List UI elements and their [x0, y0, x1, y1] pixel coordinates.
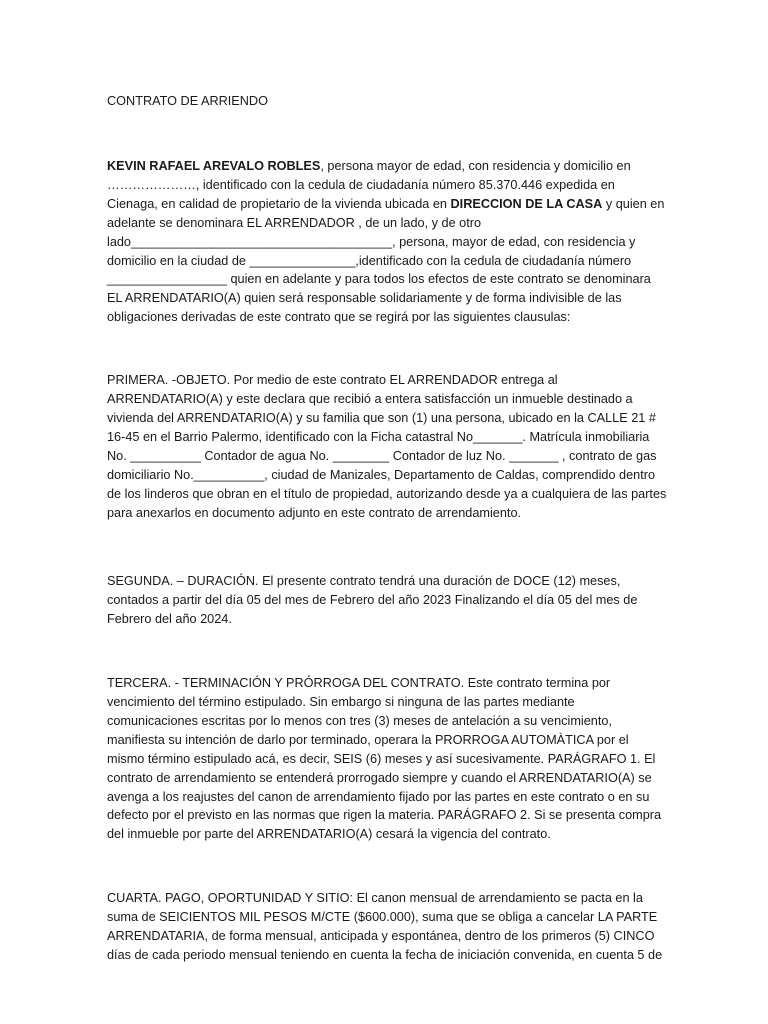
address-placeholder: DIRECCION DE LA CASA — [450, 196, 603, 211]
intro-text-1: , persona mayor de edad, con residencia y domicilio en …………………, identificado con la cedula de ciudadanía número 85.370.446 expedida en Cienaga, en calidad de propietario de la vivienda ubicada en — [107, 159, 631, 211]
landlord-name: KEVIN RAFAEL AREVALO ROBLES — [107, 159, 321, 173]
intro-text-2: y quien en adelante se denominara EL ARRENDADOR , de un lado, y de otro lado_____________________________________, persona, mayor de edad, con residencia y domicilio en la ciudad de _______________,identificado con la cedula de ciudadanía número _________________ quien en adelante y para todos los efectos de este contrato se denominara EL ARRENDATARIO(A) quien será responsable solidariamente y de forma indivisible de las obligaciones derivadas de este contrato que se regirá por las siguientes clausulas: — [107, 196, 665, 325]
clause-cuarta: CUARTA. PAGO, OPORTUNIDAD Y SITIO: El canon mensual de arrendamiento se pacta en la suma de SEICIENTOS MIL PESOS M/CTE ($600.000), suma que se obliga a cancelar LA PARTE ARRENDATARIA, de forma mensual, anticipada y espontánea, dentro de los primeros (5) CINCO días de cada periodo mensual teniendo en cuenta la fecha de iniciación convenida, en cuenta 5 de — [107, 891, 663, 962]
clause-primera: PRIMERA. -OBJETO. Por medio de este contrato EL ARRENDADOR entrega al ARRENDATARIO(A) y este declara que recibió a entera satisfacción un inmueble destinado a vivienda del ARRENDATARIO(A) y su familia que son (1) una persona, ubicado en la CALLE 21 # 16-45 en el Barrio Palermo, identificado con la Ficha catastral No_______. Matrícula inmobiliaria No. __________ Contador de agua No. ________ Contador de luz No. _______ , contrato de gas domiciliario No.__________, ciudad de Manizales, Departamento de Caldas, comprendido dentro de los linderos que obran en el título de propiedad, autorizando desde ya a cualquiera de las partes para anexarlos en documento adjunto en este contrato de arrendamiento. — [107, 373, 667, 520]
clause-segunda: SEGUNDA. – DURACIÓN. El presente contrato tendrá una duración de DOCE (12) meses, contados a partir del día 05 del mes de Febrero del año 2023 Finalizando el día 05 del mes de Febrero del año 2024. — [107, 574, 638, 627]
document-title: CONTRATO DE ARRIENDO — [107, 94, 268, 108]
clause-tercera: TERCERA. - TERMINACIÓN Y PRÓRROGA DEL CONTRATO. Este contrato termina por vencimiento del término estipulado. Sin embargo si ninguna de las partes mediante comunicaciones escritas por lo menos con tres (3) meses de antelación a su vencimiento, manifiesta su intención de darlo por terminado, operara la PRORROGA AUTOMÀTICA por el mismo término estipulado acá, es decir, SEIS (6) meses y así sucesivamente. PARÁGRAFO 1. El contrato de arrendamiento se entenderá prorrogado siempre y cuando el ARRENDATARIO(A) se avenga a los reajustes del canon de arrendamiento fijado por las partes en este contrato o en su defecto por el previsto en las normas que rigen la materia. PARÁGRAFO 2. Si se presenta compra del inmueble por parte del ARRENDATARIO(A) cesará la vigencia del contrato. — [107, 676, 662, 842]
intro-paragraph — [107, 157, 668, 327]
